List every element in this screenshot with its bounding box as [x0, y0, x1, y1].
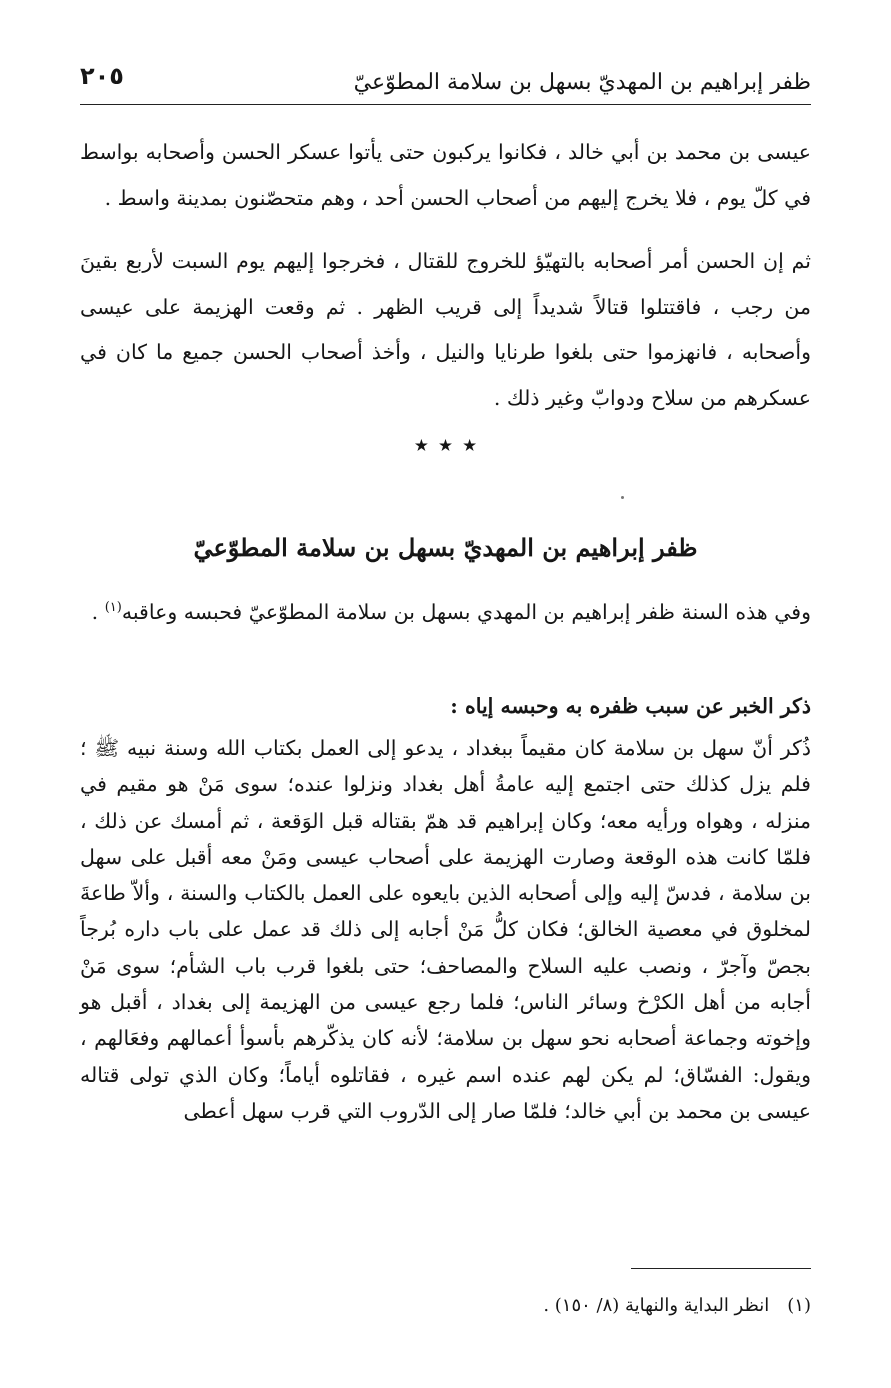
intro-text: وفي هذه السنة ظفر إبراهيم بن المهدي بسهل بن سلامة المطوّعيّ فحبسه وعاقبه [121, 599, 811, 624]
footnote-number: (١) [787, 1295, 811, 1316]
intro-end: . [91, 599, 105, 624]
footnote-reference: (١) [104, 600, 122, 615]
page-number: ٢٠٥ [80, 62, 124, 90]
section-separator: ٭ ٭ ٭ [413, 428, 478, 461]
body-text: ذُكر أنّ سهل بن سلامة كان مقيماً ببغداد ، يدعو إلى العمل بكتاب الله وسنة نبيه ﷺ ؛ فلم يزل كذلك حتى اجتمع إليه عامةُ أهل بغداد ونزلوا عنده؛ سوى مَنْ هو مقيم في منزله ، وهواه ورأيه معه؛ وكان إبراهيم قد همّ بقتاله قبل الوَقعة ، ثم أمسك عن ذلك ، فلمّا كانت هذه الوقعة وصارت الهزيمة على أصحاب عيسى ومَنْ معه أقبل على سهل بن سلامة ، فدسّ إليه وإلى أصحابه الذين بايعوه على العمل بالكتاب والسنة ، وألاّ طاعةَ لمخلوق في معصية الخالق؛ فكان كلُّ مَنْ أجابه إلى ذلك قد عمل على باب داره بُرجاً بجصّ وآجرّ ، ونصب عليه السلاح والمصاحف؛ حتى بلغوا قرب باب الشأم؛ سوى مَنْ أجابه من أهل الكرْخ وسائر الناس؛ فلما رجع عيسى من الهزيمة إلى بغداد ، أقبل هو وإخوته وجماعة أصحابه نحو سهل بن سلامة؛ لأنه كان يذكّرهم بأسوأ أعمالهم وفعَالهم ، ويقول: الفسّاق؛ لم يكن لهم عنده اسم غيره ، فقاتلوه أياماً؛ وكان الذي تولى قتاله عيسى بن محمد بن أبي خالد؛ فلمّا صار إلى الدّروب التي قرب سهل أعطى [80, 736, 811, 1123]
paragraph-1: عيسى بن محمد بن أبي خالد ، فكانوا يركبون حتى يأتوا عسكر الحسن وأصحابه بواسط في كلّ يوم ، فلا يخرج إليهم من أصحاب الحسن أحد ، وهم متحصّنون بمدينة واسط . [80, 140, 811, 210]
section-intro [80, 590, 811, 630]
paragraph-2: ثم إن الحسن أمر أصحابه بالتهيّؤ للخروج للقتال ، فخرجوا إليهم يوم السبت لأربع بقينَ من رجب ، فاقتتلوا قتالاً شديداً إلى قريب الظهر . ثم وقعت الهزيمة على عيسى وأصحابه ، فانهزموا حتى بلغوا طرنايا والنيل ، وأخذ أصحاب الحسن جميع ما كان في عسكرهم من سلاح ودوابّ وغير ذلك . [80, 249, 811, 410]
footnote-text: انظر البداية والنهاية (٨/ ١٥٠) . [543, 1295, 770, 1316]
section-title: ظفر إبراهيم بن المهديّ بسهل بن سلامة المطوّعيّ [193, 533, 698, 562]
footnote-divider [631, 1268, 811, 1269]
footnote [80, 1292, 811, 1320]
running-title: ظفر إبراهيم بن المهديّ بسهل بن سلامة المطوّعيّ [353, 70, 811, 95]
top-section [80, 130, 811, 469]
print-speck [621, 496, 624, 499]
page-header [80, 62, 811, 102]
header-divider [80, 104, 811, 105]
subheading: ذكر الخبر عن سبب ظفره به وحبسه إياه : [450, 694, 811, 718]
